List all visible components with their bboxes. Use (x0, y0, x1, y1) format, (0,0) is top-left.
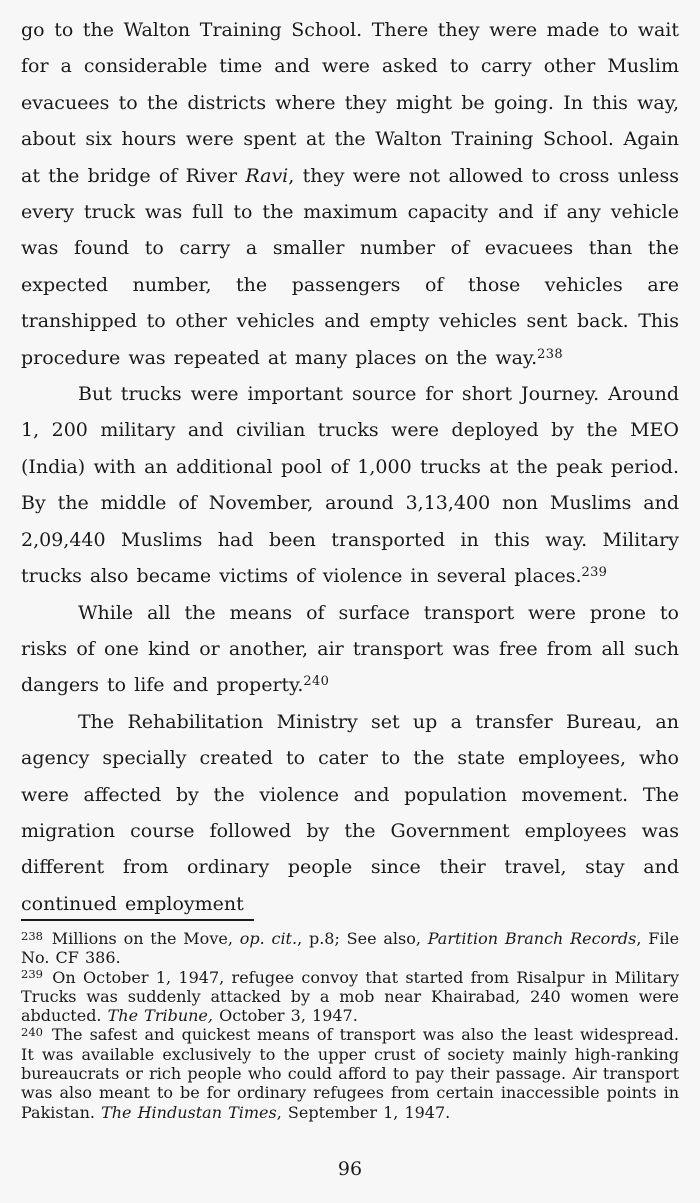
italic-text: Partition Branch Records (427, 929, 637, 948)
italic-text: op. cit. (239, 929, 298, 948)
paragraph (21, 12, 679, 376)
footnote (21, 929, 679, 968)
text-run: On October 1, 1947, refugee convoy that started from Risalpur in Military Trucks was suddenly attacked by a mob near Khairabad, 240 women were abducted. (21, 967, 680, 1026)
footnote-separator (21, 919, 254, 921)
text-run: go to the Walton Training School. There they were made to wait for a considerable time and were asked to carry other Muslim evacuees to the districts where they might be going. In this way, about six hours were spent at the Walton Training School. Again at the bridge of River (21, 19, 679, 187)
page-number: 96 (337, 1158, 363, 1180)
footnote-reference: 240 (303, 674, 330, 690)
italic-text: Ravi (245, 164, 289, 187)
text-run: The safest and quickest means of transport was also the least widespread. It was available exclusively to the upper crust of society mainly high-ranking bureaucrats or rich people who could afford to pay their passage. Air transport was also meant to be for ordinary refugees from certain inaccessible points in Pakistan. (21, 1025, 679, 1122)
footnote-marker: 240 (21, 1024, 43, 1039)
text-run: October 3, 1947. (212, 1006, 358, 1026)
text-run: While all the means of surface transport were prone to risks of one kind or another, air transport was free from all such dangers to life and property. (21, 601, 679, 697)
text-run: , File No. CF 386. (21, 929, 680, 968)
body-text (21, 12, 679, 922)
footnote-marker: 238 (21, 928, 43, 943)
footnote-reference: 239 (581, 565, 608, 581)
footnote-reference: 238 (537, 346, 563, 362)
text-run: The Rehabilitation Ministry set up a transfer Bureau, an agency specially created to cater to the state employees, who were affected by the violence and population movement. The migration course followed by the Government employees was different from ordinary people since their travel, stay and continued employment (21, 710, 679, 915)
footnotes (21, 929, 679, 1122)
footnote (21, 968, 679, 1026)
italic-text: The Hindustan Times (101, 1102, 277, 1122)
paragraph (21, 595, 679, 704)
paragraph (21, 704, 679, 922)
paragraph (21, 376, 679, 594)
italic-text: The Tribune, (107, 1006, 213, 1026)
text-run: , they were not allowed to cross unless every truck was full to the maximum capacity and if any vehicle was found to carry a smaller number of evacuees than the expected number, the passengers of those vehicles are transhipped to other vehicles and empty vehicles sent back. This procedure was repeated at many places on the way. (21, 164, 679, 369)
text-run: , September 1, 1947. (276, 1102, 451, 1122)
text-run: Millions on the Move, (51, 929, 240, 948)
text-run: But trucks were important source for short Journey. Around 1, 200 military and civilian trucks were deployed by the MEO (India) with an additional pool of 1,000 trucks at the peak period. By the middle of November, around 3,13,400 non Muslims and 2,09,440 Muslims had been transported in this way. Military trucks also became victims of violence in several places. (21, 383, 679, 588)
text-run: , p.8; See also, (297, 929, 428, 948)
footnote-marker: 239 (21, 967, 43, 982)
footnote (21, 1025, 679, 1121)
